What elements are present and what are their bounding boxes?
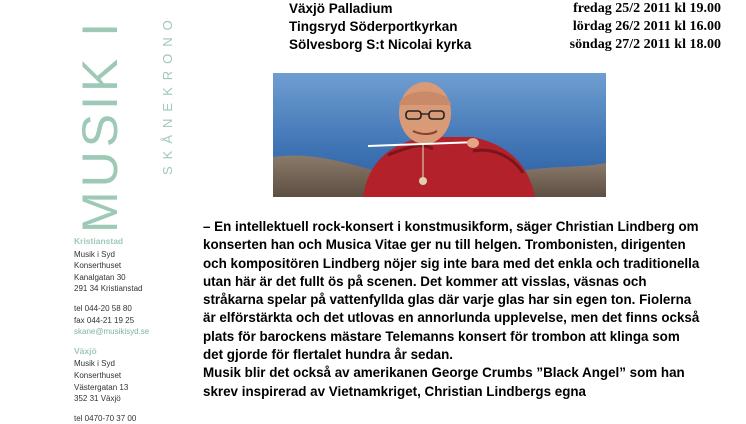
event-row	[289, 0, 721, 18]
contact-sidebar	[74, 236, 184, 424]
contact-line: 352 31 Växjö	[74, 394, 121, 404]
event-date: söndag 27/2 2011 kl 18.00	[569, 37, 721, 52]
contact-city: Kristianstad	[74, 236, 124, 246]
event-place: Sölvesborg S:t Nicolai kyrka	[289, 37, 472, 52]
contact-line: Konserthuset	[74, 370, 122, 380]
logo-subtitle: SKÅNEKRONO	[160, 13, 175, 175]
contact-line: Kanalgatan 30	[74, 272, 126, 282]
contact-line: 291 34 Kristianstad	[74, 284, 143, 294]
article-body	[203, 218, 703, 401]
contact-city: Växjö	[74, 345, 97, 356]
event-row	[289, 36, 721, 54]
event-row	[289, 18, 721, 36]
contact-line: Musik i Syd	[74, 249, 115, 259]
event-date: fredag 25/2 2011 kl 19.00	[573, 1, 721, 16]
conductor-photo	[273, 73, 606, 197]
logo	[50, 0, 175, 233]
article-paragraph: Musik blir det också av amerikanen George Crumbs ”Black Angel” som han skrev inspirerad av Vietnamkriget, Christian Lindbergs egna	[203, 365, 685, 399]
contact-email-link[interactable]: skane@musikisyd.se	[74, 327, 150, 337]
event-place: Tingsryd Söderportkyrkan	[289, 19, 458, 34]
contact-line: Musik i Syd	[74, 359, 115, 369]
contact-line: Konserthuset	[74, 261, 122, 271]
contact-fax: fax 044-21 19 25	[74, 315, 135, 325]
logo-wordmark: MUSIK I	[72, 18, 128, 233]
event-list	[289, 0, 721, 54]
contact-phone: tel 044-20 58 80	[74, 303, 132, 313]
article-paragraph: – En intellektuell rock-konsert i konstmusikform, säger Christian Lindberg om konserten han och Musica Vitae ger nu till helgen. Trombonisten, dirigenten och kompositören Lindberg nöjer sig inte bara med det enkla och traditionella utan här är det fullt ös på scenen. Det kommer att visslas, väsnas och stråkarna spelar på vattenfyllda glas där varje glas har sin egen ton. Fiolerna är elförstärkta och det utlovas en annorlunda upplevelse, men det finns också plats för barockens mästare Telemanns konsert för trombon att klinga som det gjorde för flertalet hundra år sedan.	[203, 219, 700, 363]
contact-phone: tel 0470-70 37 00	[74, 413, 137, 423]
event-date: lördag 26/2 2011 kl 16.00	[572, 19, 721, 34]
contact-line: Västergatan 13	[74, 382, 129, 392]
event-place: Växjö Palladium	[289, 1, 393, 16]
